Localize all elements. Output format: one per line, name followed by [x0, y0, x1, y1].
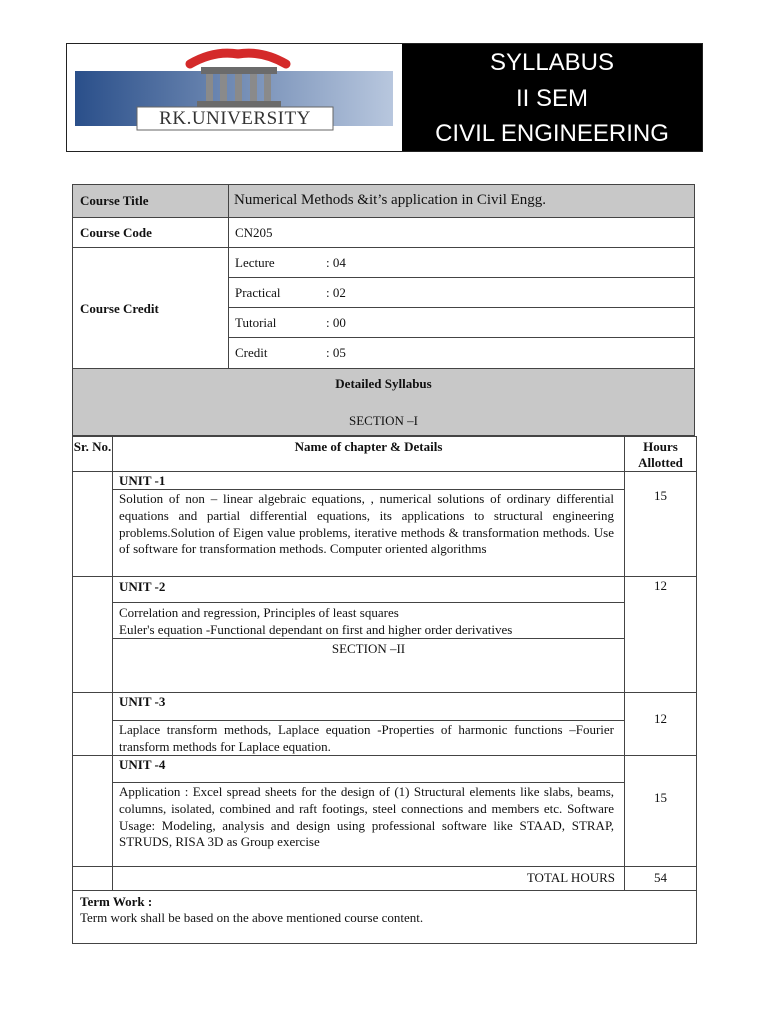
- credit-row-credit: [228, 337, 695, 369]
- credit-value: : 02: [326, 285, 346, 300]
- credit-value: : 05: [326, 345, 346, 360]
- unit-4-hours: 15: [624, 755, 697, 867]
- unit-1-details: Solution of non – linear algebraic equations, , numerical solutions of ordinary differential equations and partial differential equations, its applications to structural engineering problems.Solution of Eigen value problems, iterative methods & transformation methods. Use of software for transformation methods. Computer oriented algorithms: [112, 489, 625, 577]
- course-title-value: Numerical Methods &it’s application in Civil Engg.: [228, 184, 695, 218]
- course-credit-label: Course Credit: [72, 247, 229, 369]
- sr-cell: [72, 692, 113, 756]
- section-2-heading: SECTION –II: [112, 638, 625, 693]
- course-code-value: CN205: [228, 217, 695, 248]
- col-header-name: Name of chapter & Details: [112, 436, 625, 472]
- credit-name: Tutorial: [235, 315, 277, 330]
- unit-3-details: Laplace transform methods, Laplace equation -Properties of harmonic functions –Fourier transform methods for Laplace equation.: [112, 720, 625, 756]
- detailed-syllabus-banner: [72, 368, 695, 436]
- credit-value: : 04: [326, 255, 346, 270]
- title-line-1: SYLLABUS: [489, 49, 615, 76]
- sr-cell: [72, 755, 113, 867]
- sr-cell: [72, 866, 113, 891]
- term-work-label: Term Work :: [80, 894, 153, 909]
- pillars-logo-icon: [67, 44, 402, 151]
- detailed-syllabus-heading: Detailed Syllabus: [335, 376, 432, 391]
- credit-name: Credit: [235, 345, 268, 360]
- university-logo: [67, 44, 402, 151]
- credit-name: Lecture: [235, 255, 275, 270]
- course-title-label: Course Title: [72, 184, 229, 218]
- unit-4-details: Application : Excel spread sheets for the design of (1) Structural elements like slabs, beams, columns, isolated, combined and raft footings, steel connections and members etc. Software Usage: Modeling, analysis and design using professional software like STAAD, STRAP, STRUDS, RISA 3D as Group exercise: [112, 782, 625, 867]
- sr-cell: [72, 576, 113, 693]
- col-header-sr: Sr. No.: [72, 436, 113, 472]
- section-1-heading: SECTION –I: [349, 413, 418, 428]
- unit-2-title: UNIT -2: [112, 576, 625, 603]
- term-work-box: [72, 890, 697, 944]
- credit-value: : 00: [326, 315, 346, 330]
- credit-row-lecture: [228, 247, 695, 278]
- unit-4-title: UNIT -4: [112, 755, 625, 783]
- credit-name: Practical: [235, 285, 281, 300]
- credit-row-tutorial: [228, 307, 695, 338]
- syllabus-table: [72, 436, 697, 944]
- syllabus-title-box: [402, 44, 702, 151]
- unit-1-title: UNIT -1: [112, 471, 625, 490]
- title-line-3: CIVIL ENGINEERING: [435, 120, 669, 147]
- total-hours-value: 54: [624, 866, 697, 891]
- term-work-text: Term work shall be based on the above mentioned course content.: [80, 910, 424, 925]
- unit-2-details: [112, 602, 625, 639]
- total-hours-label: TOTAL HOURS: [112, 866, 625, 891]
- sr-cell: [72, 471, 113, 577]
- credit-row-practical: [228, 277, 695, 308]
- course-info-table: [72, 184, 695, 435]
- unit-2-details-line-1: Correlation and regression, Principles of least squares: [119, 605, 399, 620]
- unit-2-details-line-2: Euler's equation -Functional dependant on first and higher order derivatives: [119, 622, 513, 637]
- university-name: RK.UNIVERSITY: [159, 108, 311, 129]
- unit-2-hours: 12: [624, 576, 697, 693]
- course-code-label: Course Code: [72, 217, 229, 248]
- title-line-2: II SEM: [515, 85, 588, 112]
- unit-3-hours: 12: [624, 692, 697, 756]
- unit-1-hours: 15: [624, 471, 697, 577]
- col-header-hours: Hours Allotted: [624, 436, 697, 472]
- unit-3-title: UNIT -3: [112, 692, 625, 721]
